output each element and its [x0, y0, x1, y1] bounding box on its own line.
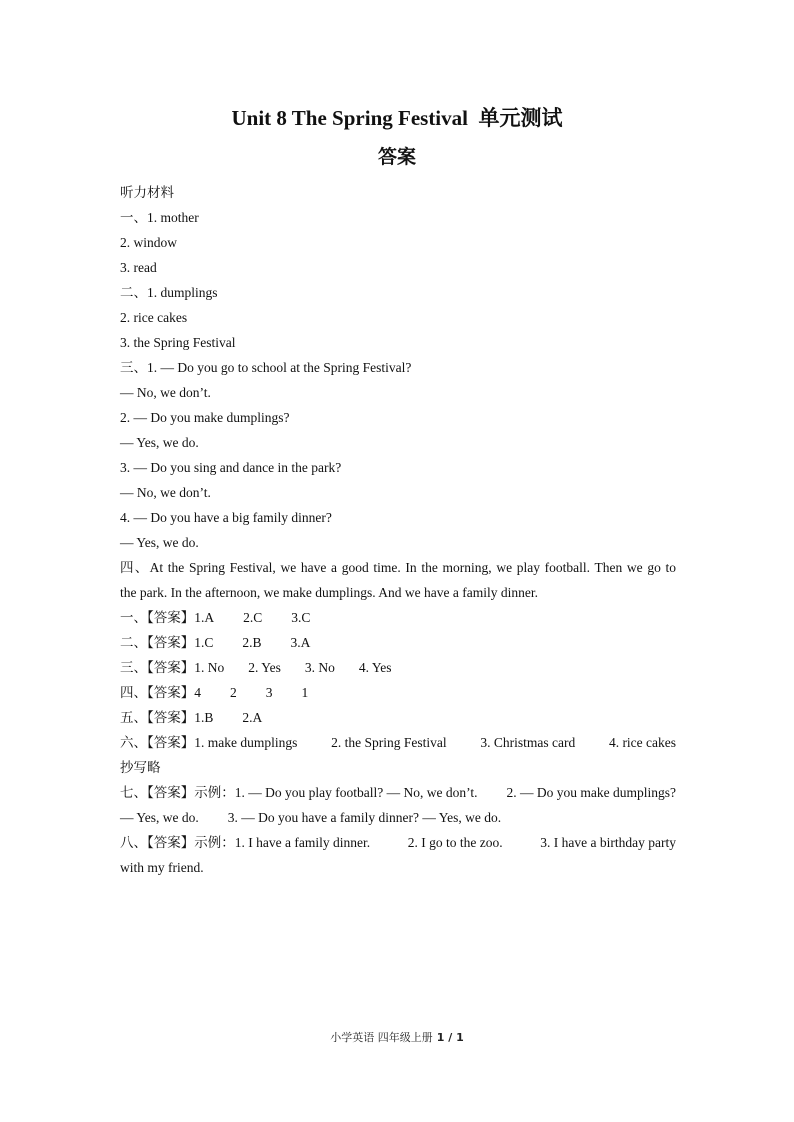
page-number: 1 / 1	[436, 1031, 464, 1044]
answer-row-6-note: 抄写略	[120, 760, 161, 775]
listening-sec1-item1: 一、1. mother	[120, 210, 199, 225]
answer-item: 1. No	[194, 660, 225, 675]
document-body	[120, 180, 676, 880]
answer-prefix: 二、【答案】	[120, 635, 195, 650]
answer-item: 2. Yes	[248, 660, 281, 675]
listening-sec2-item1: 二、1. dumplings	[120, 285, 218, 300]
listening-sec3-q4: 4. — Do you have a big family dinner?	[120, 510, 332, 525]
answer-item: 2.C	[243, 610, 263, 625]
answer-item: 4	[194, 685, 201, 700]
answer-row-8-cont: with my friend.	[120, 860, 204, 875]
listening-sec4-line1: 四、At the Spring Festival, we have a good time. In the morning, we play football. Then we go to	[120, 560, 676, 575]
listening-sec2-item3: 3. the Spring Festival	[120, 335, 236, 350]
answer-row-4	[120, 680, 676, 705]
answer-prefix: 三、【答案】	[120, 660, 195, 675]
answer-sentence: — Yes, we do.	[120, 810, 199, 825]
answer-prefix-item	[120, 780, 477, 805]
answer-item: 1.A	[194, 610, 215, 625]
answer-row-7-cont	[120, 805, 676, 830]
answer-sentence: 2. I go to the zoo.	[407, 835, 503, 850]
listening-sec3-a2: — Yes, we do.	[120, 435, 199, 450]
answer-row-6	[120, 730, 676, 755]
listening-sec3-q2: 2. — Do you make dumplings?	[120, 410, 290, 425]
listening-heading: 听力材料	[120, 185, 174, 200]
answer-item: 3.A	[290, 635, 311, 650]
answer-prefix-item	[120, 730, 297, 755]
answer-prefix: 八、【答案】示例：	[120, 835, 235, 850]
footer-label: 小学英语 四年级上册	[330, 1031, 433, 1044]
answer-item: 1.C	[194, 635, 214, 650]
answer-sentence: 1. I have a family dinner.	[234, 835, 371, 850]
answer-sentence: 2. — Do you make dumplings?	[506, 785, 676, 800]
listening-sec1-item3: 3. read	[120, 260, 157, 275]
page-subtitle: 答案	[377, 147, 416, 168]
listening-sec3-a4: — Yes, we do.	[120, 535, 199, 550]
listening-sec3-q3: 3. — Do you sing and dance in the park?	[120, 460, 342, 475]
answer-row-7	[120, 780, 676, 805]
answer-sentence: 3. I have a birthday party	[540, 835, 676, 850]
page-footer	[0, 1029, 794, 1045]
answer-row-3	[120, 655, 676, 680]
answer-row-5	[120, 705, 676, 730]
answer-item: 2.A	[242, 710, 263, 725]
answer-prefix: 一、【答案】	[120, 610, 195, 625]
answer-item: 3	[265, 685, 273, 700]
listening-sec1-item2: 2. window	[120, 235, 177, 250]
listening-sec3-q1: 三、1. — Do you go to school at the Spring Festival?	[120, 360, 412, 375]
answer-prefix: 四、【答案】	[120, 685, 195, 700]
answer-row-8	[120, 830, 676, 855]
answer-item: 1.B	[194, 710, 214, 725]
answer-sentence: 1. — Do you play football? — No, we don’t.	[234, 785, 478, 800]
answer-item: 2. the Spring Festival	[331, 735, 447, 750]
answer-item: 4. Yes	[358, 660, 392, 675]
answer-item: 4. rice cakes	[608, 735, 677, 750]
answer-prefix: 五、【答案】	[120, 710, 195, 725]
listening-sec4-line2: the park. In the afternoon, we make dumplings. And we have a family dinner.	[120, 585, 539, 600]
answer-item: 3.C	[291, 610, 311, 625]
answer-prefix-item	[120, 830, 370, 855]
answer-sentence: 3. — Do you have a family dinner? — Yes, we do.	[227, 810, 502, 825]
listening-sec3-a1: — No, we don’t.	[120, 385, 211, 400]
listening-sec2-item2: 2. rice cakes	[120, 310, 188, 325]
answer-item: 3. Christmas card	[480, 735, 576, 750]
answer-item: 2.B	[242, 635, 262, 650]
answer-prefix: 六、【答案】	[120, 735, 195, 750]
answer-row-2	[120, 630, 676, 655]
listening-sec3-a3: — No, we don’t.	[120, 485, 211, 500]
answer-row-1	[120, 605, 676, 630]
answer-item: 2	[230, 685, 237, 700]
answer-prefix: 七、【答案】示例：	[120, 785, 235, 800]
answer-item: 1. make dumplings	[194, 735, 298, 750]
answer-item: 3. No	[304, 660, 335, 675]
page-title: Unit 8 The Spring Festival 单元测试	[231, 106, 563, 130]
answer-item: 1	[301, 685, 309, 700]
